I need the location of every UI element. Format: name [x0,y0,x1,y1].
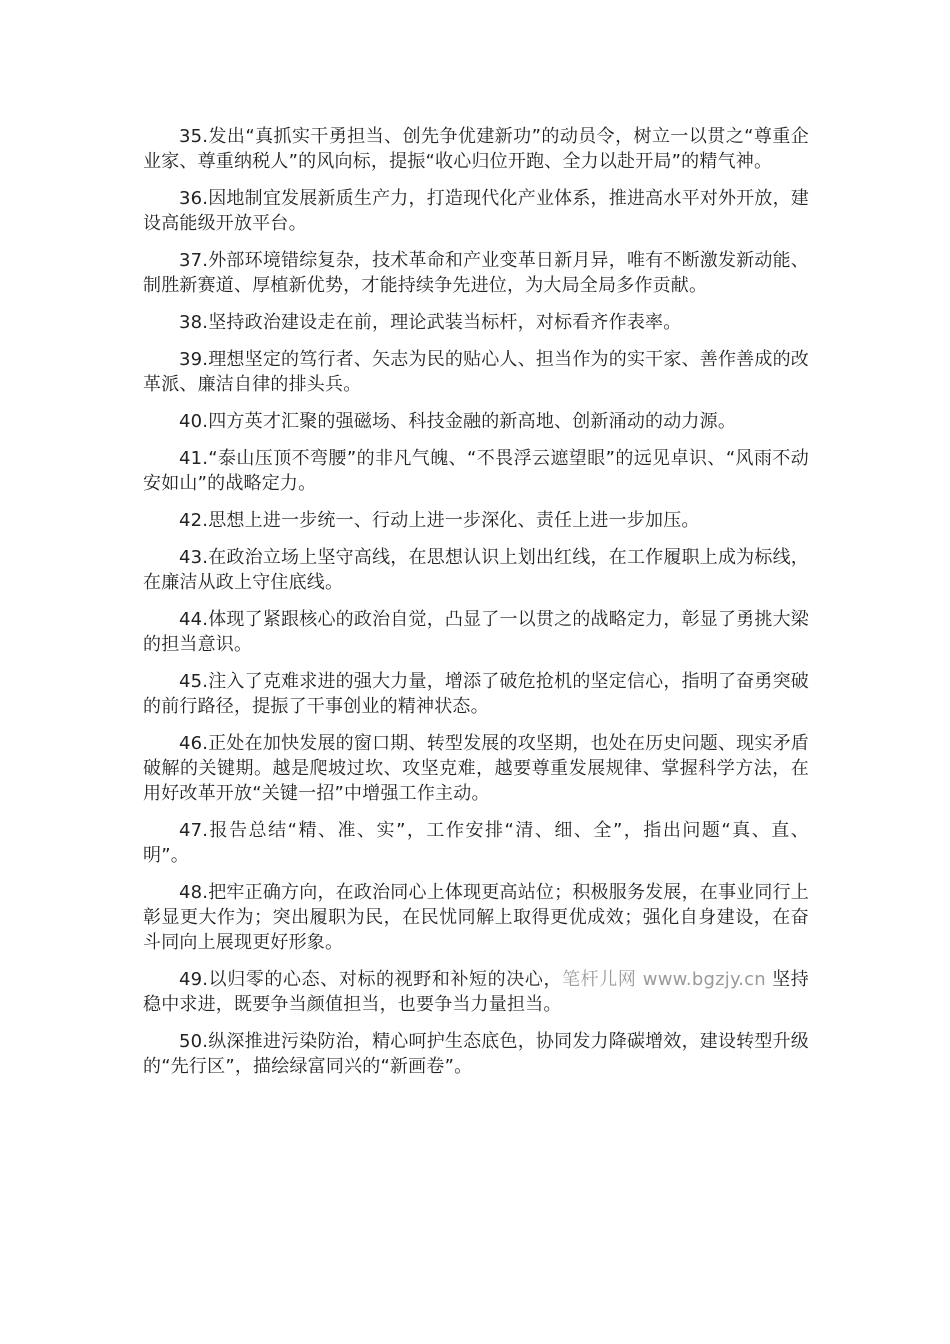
paragraph-45: 45.注入了克难求进的强大力量，增添了破危抢机的坚定信心，指明了奋勇突破的前行路径，提振了干事创业的精神状态。 [143,671,809,717]
paragraph-35: 35.发出“真抓实干勇担当、创先争优建新功”的动员令，树立一以贯之“尊重企业家、尊重纳税人”的风向标，提振“收心归位开跑、全力以赴开局”的精气神。 [143,126,809,172]
paragraph-49-text-after: 坚持稳中求进，既要争当颜值担当，也要争当力量担当。 [143,969,809,1015]
paragraph-50: 50.纵深推进污染防治，精心呵护生态底色，协同发力降碳增效，建设转型升级的“先行区”，描绘绿富同兴的“新画卷”。 [143,1031,809,1077]
paragraph-37: 37.外部环境错综复杂，技术革命和产业变革日新月异，唯有不断激发新动能、制胜新赛道、厚植新优势，才能持续争先进位，为大局全局多作贡献。 [143,250,809,296]
paragraph-39: 39.理想坚定的笃行者、矢志为民的贴心人、担当作为的实干家、善作善成的改革派、廉洁自律的排头兵。 [143,349,809,395]
paragraph-49 [143,967,809,1017]
paragraph-44: 44.体现了紧跟核心的政治自觉，凸显了一以贯之的战略定力，彰显了勇挑大梁的担当意识。 [143,609,809,655]
paragraph-43: 43.在政治立场上坚守高线，在思想认识上划出红线，在工作履职上成为标线，在廉洁从政上守住底线。 [143,547,809,593]
paragraph-41: 41.“泰山压顶不弯腰”的非凡气魄、“不畏浮云遮望眼”的远见卓识、“风雨不动安如山”的战略定力。 [143,448,809,494]
paragraph-48: 48.把牢正确方向，在政治同心上体现更高站位；积极服务发展，在事业同行上彰显更大作为；突出履职为民，在民忧同解上取得更优成效；强化自身建设，在奋斗同向上展现更好形象。 [143,882,809,953]
watermark-text: 笔杆儿网 www.bgzjy.cn [562,969,766,990]
paragraph-46: 46.正处在加快发展的窗口期、转型发展的攻坚期，也处在历史问题、现实矛盾破解的关键期。越是爬坡过坎、攻坚克难，越要尊重发展规律、掌握科学方法，在用好改革开放“关键一招”中增强工作主动。 [143,733,809,804]
paragraph-38: 38.坚持政治建设走在前，理论武装当标杆，对标看齐作表率。 [179,312,682,333]
document-page [143,124,809,1091]
paragraph-42: 42.思想上进一步统一、行动上进一步深化、责任上进一步加压。 [179,510,700,531]
paragraph-40: 40.四方英才汇聚的强磁场、科技金融的新高地、创新涌动的动力源。 [179,411,737,432]
paragraph-36: 36.因地制宜发展新质生产力，打造现代化产业体系，推进高水平对外开放，建设高能级开放平台。 [143,188,809,234]
paragraph-49-text-before: 49.以归零的心态、对标的视野和补短的决心， [179,969,563,990]
paragraph-47: 47.报告总结“精、准、实”，工作安排“清、细、全”，指出问题“真、直、明”。 [143,820,809,866]
